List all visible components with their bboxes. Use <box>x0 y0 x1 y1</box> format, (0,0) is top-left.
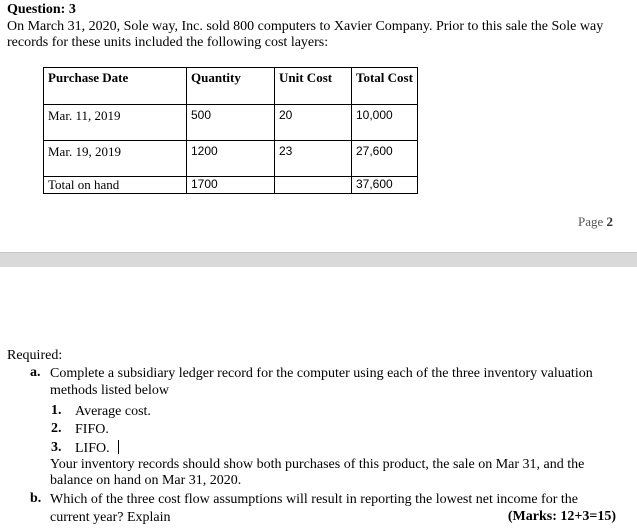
page-number-value: 2 <box>606 214 613 229</box>
method-3-line <box>75 440 119 457</box>
table-row <box>44 141 418 177</box>
method-1-num: 1. <box>51 403 62 418</box>
method-3-num: 3. <box>51 440 62 455</box>
item-a-label: a. <box>30 365 41 380</box>
question-title: Question: 3 <box>7 2 76 17</box>
cell-quantity: 1200 <box>187 141 275 177</box>
method-1-text: Average cost. <box>75 404 151 419</box>
cell-quantity: 500 <box>187 105 275 141</box>
cell-unit-cost: 20 <box>275 105 352 141</box>
item-a-text: Complete a subsidiary ledger record for the computer using each of the three inventory valuation methods listed below <box>50 366 593 398</box>
table-row <box>44 105 418 141</box>
cell-total-cost: 37,600 <box>352 177 418 194</box>
cost-layers-table <box>43 67 418 194</box>
question-text: On March 31, 2020, Sole way, Inc. sold 800 computers to Xavier Company. Prior to this sale the Sole way records for these units included the following cost layers: <box>7 19 604 50</box>
header-unit-cost: Unit Cost <box>275 68 352 105</box>
required-heading: Required: <box>7 348 63 363</box>
page-label: Page <box>577 214 604 229</box>
cell-total-cost: 27,600 <box>352 141 418 177</box>
cell-date: Mar. 19, 2019 <box>44 141 187 177</box>
cell-quantity: 1700 <box>187 177 275 194</box>
method-2-text: FIFO. <box>75 422 109 437</box>
page-number <box>578 214 613 230</box>
text-cursor <box>118 440 119 454</box>
header-quantity: Quantity <box>187 68 275 105</box>
cell-unit-cost: 23 <box>275 141 352 177</box>
cell-total-cost: 10,000 <box>352 105 418 141</box>
table-header-row <box>44 68 418 105</box>
table-total-row <box>44 177 418 194</box>
cell-date: Total on hand <box>44 177 187 194</box>
method-3-text: LIFO. <box>75 441 110 456</box>
cell-unit-cost <box>275 177 352 194</box>
header-purchase-date: Purchase Date <box>44 68 187 105</box>
item-b-label: b. <box>30 491 42 506</box>
marks-label: (Marks: 12+3=15) <box>507 509 616 524</box>
header-total-cost: Total Cost <box>352 68 418 105</box>
document-page-1 <box>0 0 637 245</box>
method-2-num: 2. <box>51 421 62 436</box>
item-b-text: Which of the three cost flow assumptions will result in reporting the lowest net income for the current year? Explain <box>50 492 578 525</box>
inventory-note: Your inventory records should show both purchases of this product, the sale on Mar 31, and the balance on hand on Mar 31, 2020. <box>50 457 585 488</box>
page-separator <box>0 252 637 268</box>
cell-date: Mar. 11, 2019 <box>44 105 187 141</box>
